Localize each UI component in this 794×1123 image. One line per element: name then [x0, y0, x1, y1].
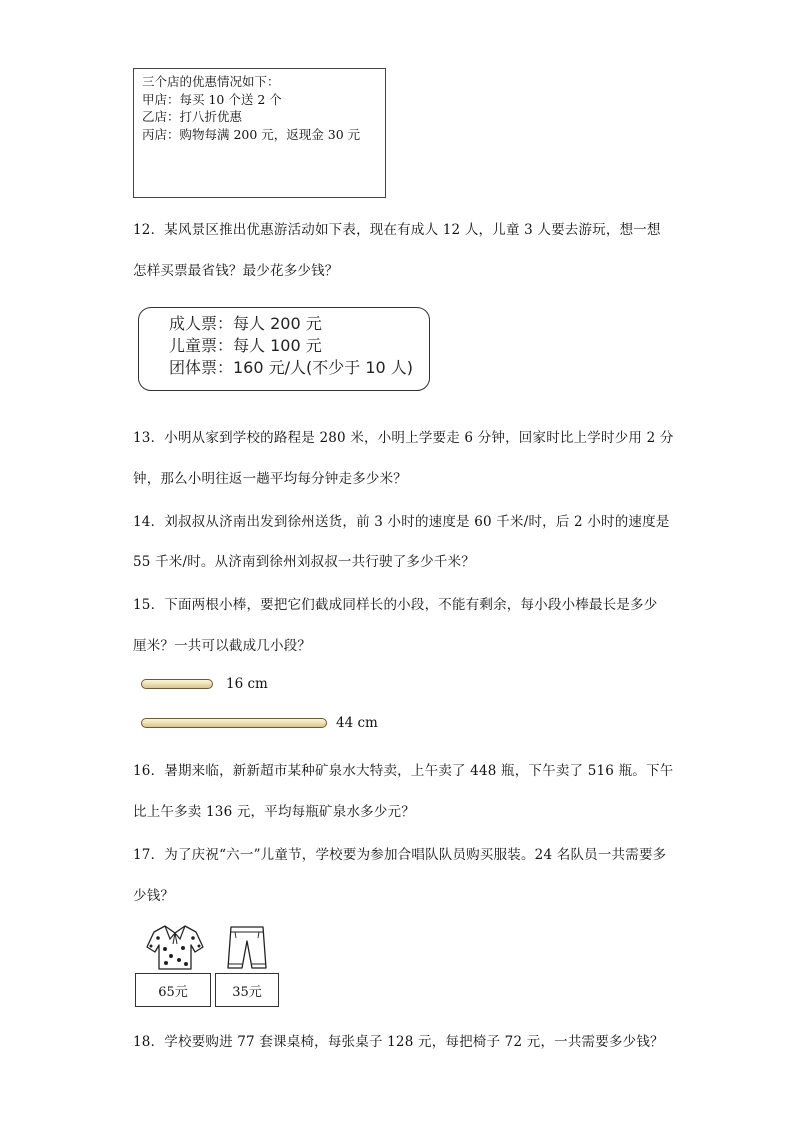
store-box-line: 三个店的优惠情况如下： — [142, 74, 280, 89]
question-15-line-1: 15．下面两根小棒，要把它们截成同样长的小段，不能有剩余，每小段小棒最长是多少 — [133, 597, 658, 613]
stick-44cm — [141, 718, 327, 728]
question-17-line-2: 少钱？ — [133, 888, 175, 904]
question-17-line-1: 17．为了庆祝“六一”儿童节，学校要为参加合唱队队员购买服装。24 名队员一共需要多 — [133, 847, 667, 863]
stick-16cm — [141, 679, 213, 689]
store-box-line: 乙店：打八折优惠 — [142, 109, 243, 124]
store-box-line: 丙店：购物每满 200 元，返现金 30 元 — [142, 126, 361, 142]
question-14-line-2: 55 千米/时。从济南到徐州刘叔叔一共行驶了多少千米？ — [133, 554, 475, 570]
question-13-line-2: 钟，那么小明往返一趟平均每分钟走多少米？ — [133, 471, 407, 487]
pants-icon — [222, 924, 272, 972]
shirt-icon — [146, 922, 204, 972]
question-12-line-2: 怎样买票最省钱？最少花多少钱？ — [133, 263, 339, 279]
ticket-line-group: 团体票：160 元/人(不少于 10 人) — [169, 358, 414, 377]
question-16-line-2: 比上午多卖 136 元，平均每瓶矿泉水多少元？ — [133, 804, 415, 820]
shirt-price-box — [135, 973, 211, 1007]
store-discount-box — [133, 68, 386, 198]
shirt-price: 65元 — [158, 984, 188, 1000]
ticket-line-adult: 成人票：每人 200 元 — [169, 314, 322, 333]
ticket-price-box — [138, 307, 430, 391]
pants-price: 35元 — [232, 984, 262, 1000]
question-13-line-1: 13．小明从家到学校的路程是 280 米，小明上学要走 6 分钟，回家时比上学时少用 2 分 — [133, 430, 674, 446]
stick-16cm-label: 16 cm — [226, 676, 268, 692]
stick-44cm-label: 44 cm — [336, 715, 378, 731]
pants-price-box — [215, 973, 279, 1007]
question-14-line-1: 14．刘叔叔从济南出发到徐州送货，前 3 小时的速度是 60 千米/时，后 2 小时的速度是 — [133, 514, 670, 530]
question-15-line-2: 厘米？一共可以截成几小段？ — [133, 638, 312, 654]
question-16-line-1: 16．暑期来临，新新超市某种矿泉水大特卖，上午卖了 448 瓶，下午卖了 516 瓶。下午 — [133, 763, 674, 779]
store-box-line: 甲店：每买 10 个送 2 个 — [142, 91, 282, 107]
ticket-line-child: 儿童票：每人 100 元 — [169, 336, 322, 355]
question-12-line-1: 12．某风景区推出优惠游活动如下表，现在有成人 12 人，儿童 3 人要去游玩，想一想 — [133, 222, 661, 238]
question-18-line-1: 18．学校要购进 77 套课桌椅，每张桌子 128 元，每把椅子 72 元，一共需要多少钱？ — [133, 1034, 664, 1050]
